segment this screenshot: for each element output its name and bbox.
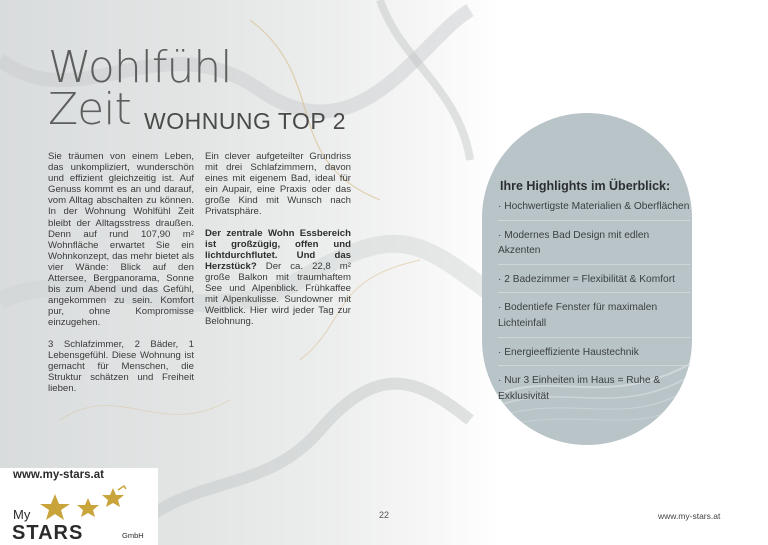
company-logo (0, 468, 158, 545)
logo-stars-text: STARS (12, 522, 84, 544)
body-paragraph: Ein clever aufgeteilter Grundriss mit drei Schlafzimmern, davon eines mit eigenem Bad, ideal für ein Aupair, eine Praxis oder das große Kind mit Wunsch nach Privatsphäre. (205, 151, 351, 218)
body-paragraph (205, 228, 351, 328)
star-shape (40, 494, 70, 520)
highlight-item: · Bodentiefe Fenster für maximalen Lichteinfall (498, 299, 690, 337)
star-shape (77, 498, 99, 517)
logo-gmbh-text: GmbH (122, 531, 144, 540)
highlight-item: · 2 Badezimmer = Flexibilität & Komfort (498, 271, 690, 294)
body-paragraph: 3 Schlafzimmer, 2 Bäder, 1 Lebensgefühl. Diese Wohnung ist gemacht für Menschen, die Struktur schätzen und Freiheit lieben. (48, 338, 194, 394)
logo-my-text: My (13, 507, 31, 522)
body-column-2 (205, 151, 351, 337)
highlight-item: · Modernes Bad Design mit edlen Akzenten (498, 227, 690, 265)
star-shape (102, 488, 124, 507)
title-subtitle: WOHNUNG TOP 2 (144, 108, 347, 134)
page-number: 22 (379, 510, 390, 520)
highlights-list (498, 198, 690, 415)
body-text: Der ca. 22,8 m² große Balkon mit traumhaftem See und Alpenblick. Frühkaffee mit Alpenkulisse. Sundowner mit Weitblick. Hier wird jeder Tag zur Belohnung. (205, 260, 351, 328)
title-line-1: Wohlfühl (48, 42, 232, 93)
highlight-item: · Hochwertigste Materialien & Oberflächen (498, 198, 690, 221)
body-column-1 (48, 151, 194, 404)
body-bold-text: Der zentrale Wohn Essbereich ist großzügig, offen und lichtdurchflutet. Und das Herzstück? (205, 227, 351, 272)
highlights-title: Ihre Highlights im Überblick: (500, 179, 671, 193)
body-paragraph: Sie träumen von einem Leben, das unkompliziert, wunderschön und effizient gleichzeitig ist. Auf Genuss kommt es an und darauf, vom Alltag abschalten zu können. In der Wohnung Wohlfühl Zeit bleibt der Alltagsstress draußen. Denn auf rund 107,90 m² Wohnfläche erwartet Sie ein Wohnkonzept, das mehr bietet als vier Wände: Blick auf den Attersee, Bergpanorama, Sonne bis zum Abend und das Gefühl, angekommen zu sein. Komfort pur, ohne Kompromisse einzugehen. (48, 151, 194, 329)
highlight-item: · Nur 3 Einheiten im Haus = Ruhe & Exklusivität (498, 375, 661, 402)
highlight-item: · Energieeffiziente Haustechnik (498, 344, 690, 367)
title-line-2: Zeit (48, 84, 131, 135)
logo-url: www.my-stars.at (13, 469, 104, 481)
footer-url: www.my-stars.at (658, 511, 721, 521)
